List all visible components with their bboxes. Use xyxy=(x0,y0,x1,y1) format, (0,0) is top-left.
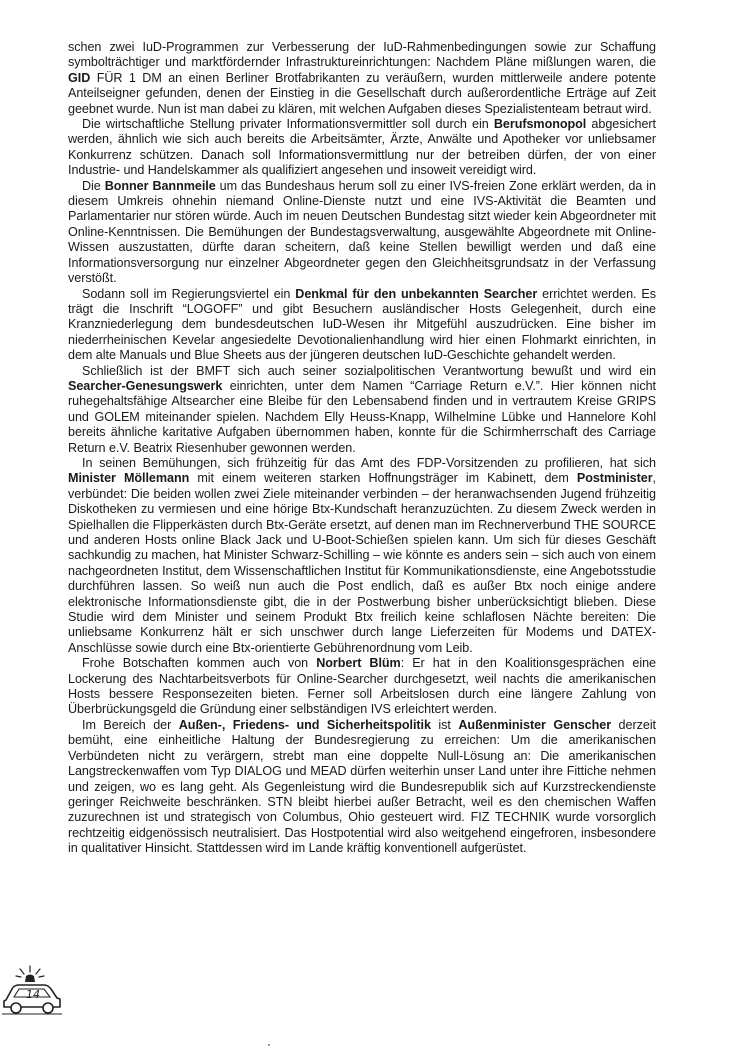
body-text: abgesichert werden, ähnlich wie sich auch bereits die Arbeitsämter, Ärzte, Anwälte und Apotheker vor unliebsamer Konkurrenz schützen. Danach soll Informationsvermittlung nur der betreiben dürfen, der von einer Industrie- und Handelskammer als qualifiziert angesehen und insoweit vereidigt wird. xyxy=(68,117,656,178)
emphasis-text: Bonner Bannmeile xyxy=(104,178,216,193)
paragraph xyxy=(68,656,656,718)
emphasis-text: GID xyxy=(68,70,91,85)
emphasis-text: Außen-, Friedens- und Sicherheitspolitik xyxy=(178,717,431,732)
police-car-icon xyxy=(0,962,64,1020)
page-number: 14 xyxy=(26,988,40,1001)
paragraph xyxy=(68,287,656,364)
emphasis-text: Norbert Blüm xyxy=(316,656,401,671)
body-text: In seinen Bemühungen, sich frühzeitig für das Amt des FDP-Vorsitzenden zu profilieren, hat sich xyxy=(82,455,656,470)
emphasis-text: Searcher-Genesungswerk xyxy=(68,378,223,393)
body-text: Im Bereich der xyxy=(82,717,179,732)
body-text: : Er hat in den Koalitionsgesprächen eine Lockerung des Nachtarbeitsverbots für Online-Searcher durchgesetzt, weil nachts die amerikanischen Hosts bessere Responsezeiten bieten. Ferner soll Arbeitslosen durch eine längere Zahlung von Überbrückungsgeld die Gründung einer selbständigen IVS erleichtert werden. xyxy=(68,656,656,717)
paragraph xyxy=(68,456,656,656)
body-text: Frohe Botschaften kommen auch von xyxy=(82,656,317,671)
emphasis-text: Denkmal für den unbekannten Searcher xyxy=(295,286,538,301)
body-text: um das Bundeshaus herum soll zu einer IVS-freien Zone erklärt werden, da in diesem Umkreis ohnehin niemand Online-Dienste nutzt und eine IVS-Aktivität die Beamten und Parlamentarier nur stören würde. Auch im neuen Deutschen Bundestag sitzt wieder kein Abgeordneter mit Online-Kenntnissen. Die Bemühungen der Bundestagsverwaltung, ausgewählte Abgeordnete mit Online-Wissen auszustatten, dürfte daran scheitern, daß keine Stellen bewilligt werden und daß eine Informationsversorgung nur einzelner Abgeordneter gegen den Gleichheitsgrundsatz in der Verfassung verstößt. xyxy=(68,178,656,286)
body-text: schen zwei IuD-Programmen zur Verbesserung der IuD-Rahmenbedingungen sowie zur Schaffung symbolträchtiger und marktfördernder Infrastruktureinrichtungen: Nachdem Pläne mißlungen waren, die xyxy=(68,40,656,70)
body-text: FÜR 1 DM an einen Berliner Brotfabrikanten zu veräußern, wurden mittlerweile andere potente Anteilseigner gefunden, denen der Einstieg in die Gesellschaft durch außerordentliche Erträge auf Zeit geebnet wurde. Nun ist man dabei zu klären, mit welchen Aufgaben dieses Spezialistenteam betraut wird. xyxy=(68,70,656,116)
emphasis-text: Minister Möllemann xyxy=(68,471,190,486)
body-text: einrichten, unter dem Namen “Carriage Return e.V.”. Hier können nicht ruhegehaltsfähige Altsearcher eine Bleibe für den Lebensabend finden und in vertrautem Kreise GRIPS und GOLEM miteinander spielen. Nachdem Elly Heuss-Knapp, Wilhelmine Lübke und Hannelore Kohl bereits ähnliche karitative Aufgaben übernommen haben, konnte für die Schirmherrschaft des Carriage Return e.V. Beatrix Riesenhuber gewonnen werden. xyxy=(68,378,656,455)
body-text: mit einem weiteren starken Hoffnungsträger im Kabinett, dem xyxy=(189,471,577,486)
body-text: Die wirtschaftliche Stellung privater Informationsvermittler soll durch ein xyxy=(82,117,494,132)
emphasis-text: Postminister xyxy=(576,471,653,486)
paragraph xyxy=(68,117,656,179)
paragraph xyxy=(68,179,656,287)
body-text: Sodann soll im Regierungsviertel ein xyxy=(82,286,296,301)
paragraph xyxy=(68,40,656,117)
body-text: , verbündet: Die beiden wollen zwei Ziele miteinander verbinden – der heranwachsenden Jugend frühzeitig Diskotheken zu vermiesen und eine hörige Btx-Kundschaft heranzuzüchten. Zu diesem Zweck werden in Spielhallen die Flipperkästen durch Btx-Geräte ersetzt, auf denen man im Rechnerverbund THE SOURCE und anderen Hosts online Black Jack und U-Boot-Schießen spielen kann. Um sich für dieses Geschäft sachkundig zu machen, hat Minister Schwarz-Schilling – wie könnte es anders sein – sich auch von einem nachgeordneten Institut, dem Wissenschaftlichen Institut für Kommunikationsdienste, eine Angebotsstudie durchführen lassen. So weiß nun auch die Post endlich, daß es außer Btx noch einige andere elektronische Informationsdienste gibt, die in der Postwerbung bisher unberücksichtigt blieben. Diese Studie wird dem Minister und seinem Produkt Btx freilich keine schlaflosen Nächte bereiten: Die unliebsame Konkurrenz hält er sich unschwer durch lange Lieferzeiten für Modems und DATEX-Anschlüsse sowie durch eine Btx-orientierte Gebührenordnung vom Leib. xyxy=(68,471,656,655)
scan-speck xyxy=(268,1044,270,1046)
body-text: ist xyxy=(430,717,459,732)
page-footer xyxy=(0,962,64,1020)
paragraph xyxy=(68,364,656,456)
body-text: Die xyxy=(82,178,105,193)
emphasis-text: Berufsmonopol xyxy=(493,117,587,132)
emphasis-text: Außenminister Genscher xyxy=(458,717,612,732)
body-text: Schließlich ist der BMFT sich auch seiner sozialpolitischen Verantwortung bewußt und wird ein xyxy=(82,363,656,378)
body-text: errichtet werden. Es trägt die Inschrift “LOGOFF” und gibt Besuchern ausländischer Hosts Gelegenheit, durch eine Kranzniederlegung dem bundesdeutschen IuD-Wesen ihr Mitgefühl auszudrücken. Eine bisher im niederrheinischen Kevelar angesiedelte Devotionalienhandlung wird hier einen Flohmarkt einrichten, in dem alte Manuals und Blue Sheets aus der jüngeren deutschen IuD-Geschichte gehandelt werden. xyxy=(68,286,656,363)
document-body xyxy=(68,40,656,857)
paragraph xyxy=(68,718,656,857)
body-text: derzeit bemüht, eine einheitliche Haltung der Bundesregierung zu erreichen: Um die amerikanischen Verbündeten nicht zu verärgern, strebt man eine doppelte Null-Lösung an: Die amerikanischen Langstreckenwaffen vom Typ DIALOG und MEAD dürfen weiterhin unser Land unter ihre Fittiche nehmen und zeigen, wo es lang geht. Als Gegenleistung wird die Bundesrepublik sich auf Kurzstreckendienste geringer Reichweite beschränken. STN bleibt hierbei außer Betracht, weil es den chemischen Waffen zuzurechnen ist und strategisch von Columbus, Ohio gesteuert wird. FIZ TECHNIK wurde vorsorglich rechtzeitig eidgenössisch neutralisiert. Das Hostpotential wird also weitgehend eingefroren, insbesondere in qualitativer Hinsicht. Stattdessen wird im Lande kräftig konventionell aufgerüstet. xyxy=(68,717,657,856)
